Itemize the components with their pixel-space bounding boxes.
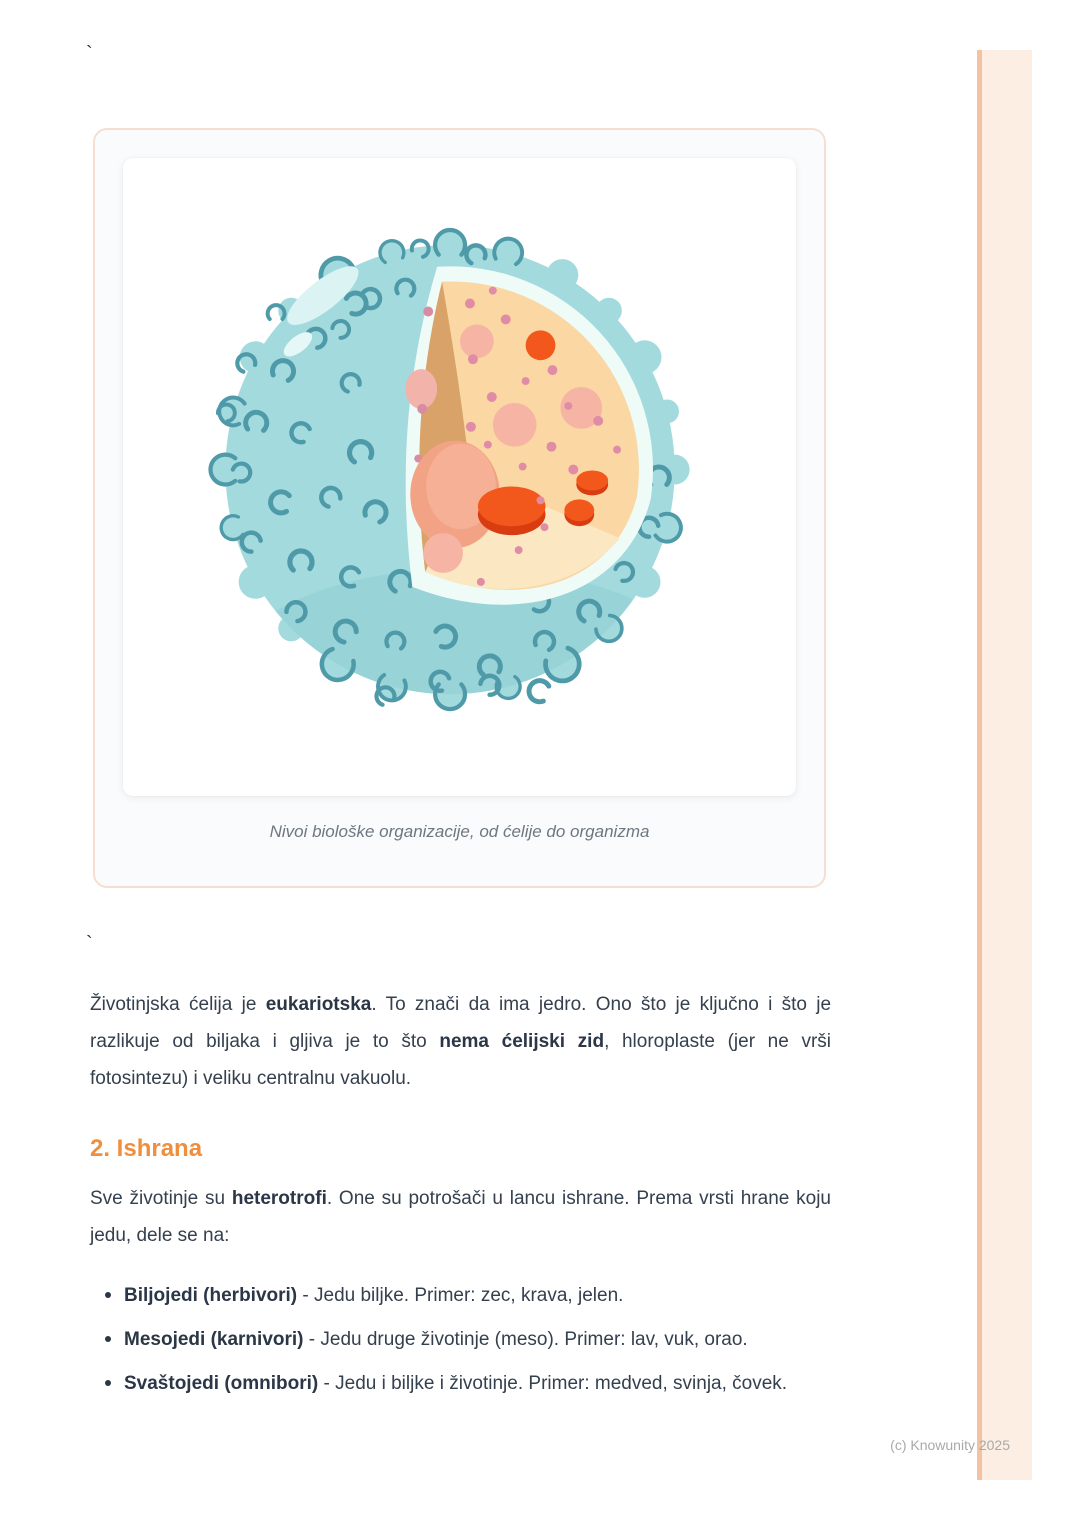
list-item-text: - Jedu biljke. Primer: zec, krava, jelen. [297,1285,624,1306]
nutrition-type-list [90,1283,831,1396]
paragraph-text: . One su potrošači u lancu ishrane. Prema vrsti hrane koju jedu, dele se na: [90,1188,831,1246]
stray-backtick-middle: ` [86,933,93,955]
animal-cell-illustration [123,158,796,796]
bold-term: Mesojedi (karnivori) [124,1329,304,1350]
document-content [90,986,831,1415]
paragraph-cell-type [90,986,831,1097]
list-item-omnivores [90,1371,831,1396]
bold-term: eukariotska [265,994,372,1015]
paragraph-text: . To znači da ima jedro. Ono što je ključno i što je razlikuje od biljaka i gljiva je to što [90,994,832,1052]
wall-organelle [405,369,437,409]
orange-organelle [526,330,556,360]
list-item-text: - Jedu i biljke i životinje. Primer: medved, svinja, čovek. [318,1373,788,1394]
paragraph-nutrition-intro [90,1180,831,1254]
section-heading-ishrana: 2. Ishrana [90,1135,203,1162]
paragraph-text: Životinjska ćelija je [90,994,266,1015]
bold-term: Biljojedi (herbivori) [124,1285,298,1306]
figure-caption: Nivoi biološke organizacije, od ćelije do organizma [269,822,650,841]
figure-panel [123,158,796,796]
bold-term: nema ćelijski zid [439,1031,605,1052]
figure-card [93,128,826,888]
list-item-text: - Jedu druge životinje (meso). Primer: lav, vuk, orao. [303,1329,748,1350]
list-item-herbivores [90,1283,831,1308]
stray-backtick-top: ` [86,43,93,65]
bold-term: heterotrofi [231,1188,327,1209]
decorative-side-stripe [977,50,1032,1480]
list-item-carnivores [90,1327,831,1352]
bold-term: Svaštojedi (omnibori) [124,1373,319,1394]
copyright-notice: (c) Knowunity 2025 [890,1437,1010,1453]
paragraph-text: , hloroplaste (jer ne vrši fotosintezu) i veliku centralnu vakuolu. [90,1031,831,1089]
paragraph-text: Sve životinje su [90,1188,232,1209]
